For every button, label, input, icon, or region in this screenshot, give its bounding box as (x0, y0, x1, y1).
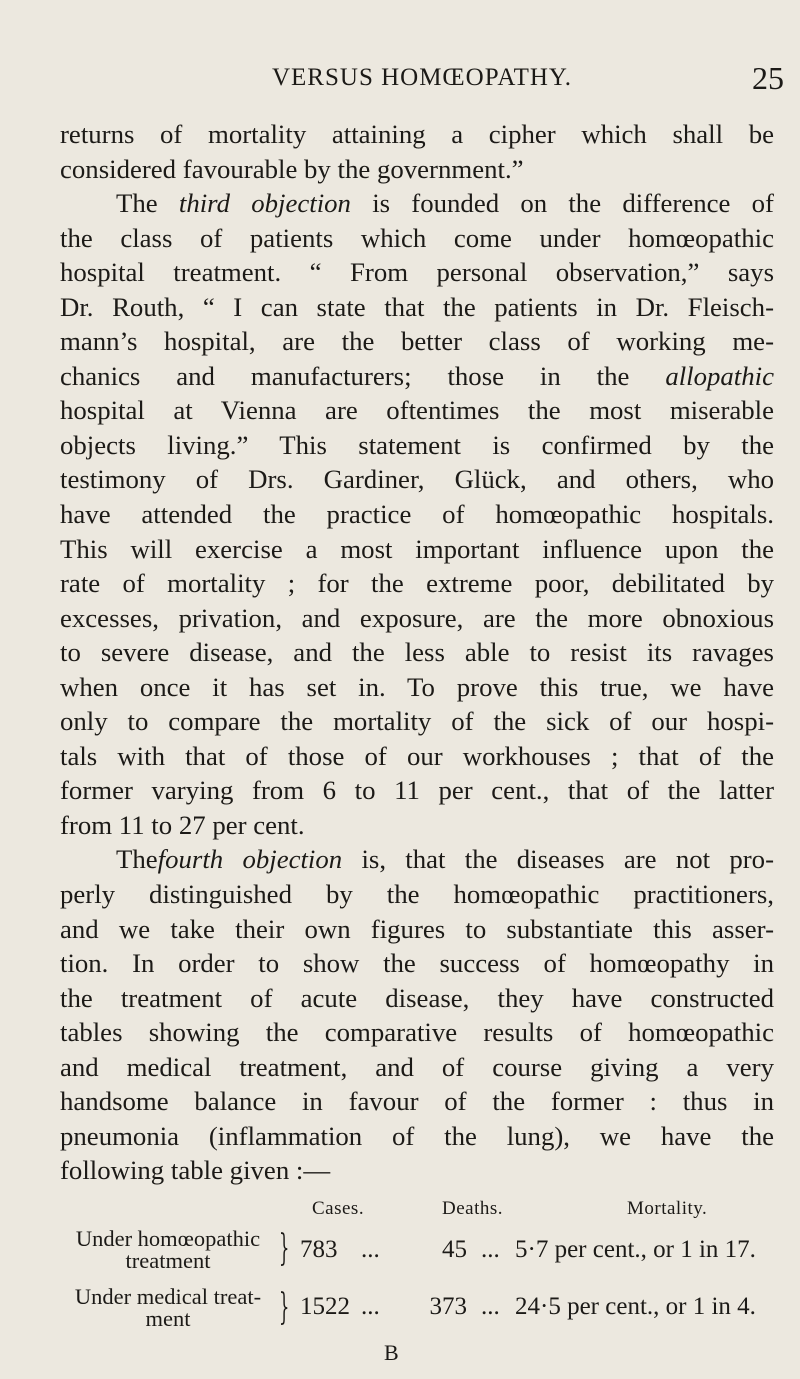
text-line: handsome balance in favour of the former : thus in (60, 1086, 774, 1117)
column-header-deaths: Deaths. (442, 1198, 504, 1219)
text-line: from 11 to 27 per cent. (60, 809, 305, 840)
text-line: The third objection is founded on the difference of (116, 188, 774, 219)
text-line: to severe disease, and the less able to resist its ravages (60, 637, 774, 668)
body-text (60, 117, 774, 1188)
leader-dots: ... (361, 1236, 380, 1263)
text-line: and medical treatment, and of course giving a very (60, 1051, 774, 1082)
leader-dots: ... (361, 1293, 380, 1320)
cases-value: 783 (300, 1236, 338, 1263)
text-line: have attended the practice of homœopathic hospitals. (60, 499, 774, 530)
text-line: returns of mortality attaining a cipher which shall be (60, 119, 774, 149)
leader-dots: ... (481, 1293, 500, 1320)
text-line: the class of patients which come under homœopathic (60, 222, 774, 253)
text-line: mann’s hospital, are the better class of working me- (60, 326, 774, 357)
row-label: Under homœopathic treatment (75, 1226, 261, 1273)
text-line: This will exercise a most important influence upon the (60, 533, 774, 564)
text-line: testimony of Drs. Gardiner, Glück, and others, who (60, 464, 774, 495)
text-line: pneumonia (inflammation of the lung), we have the (60, 1120, 774, 1151)
page-number: 25 (752, 60, 784, 96)
running-head: VERSUS HOMŒOPATHY. (271, 64, 573, 91)
mortality-value: 5·7 per cent., or 1 in 17. (515, 1236, 756, 1263)
page-header (60, 60, 784, 108)
text-line: only to compare the mortality of the sick of our hospi- (60, 706, 774, 737)
text-line: following table given :— (60, 1155, 331, 1186)
emphasis: allopathic (665, 360, 774, 391)
text-line: and we take their own figures to substantiate this asser- (60, 913, 774, 944)
text-line: tion. In order to show the success of homœopathy in (60, 948, 774, 979)
column-header-mortality: Mortality. (627, 1198, 708, 1219)
text-line: former varying from 6 to 11 per cent., that of the latter (60, 775, 774, 806)
emphasis: third objection (178, 188, 351, 219)
text-line: the treatment of acute disease, they have constructed (60, 982, 774, 1013)
text-line: hospital treatment. “ From personal observation,” says (60, 257, 774, 288)
text-line: Thefourth objection is, that the diseases are not pro- (116, 844, 775, 875)
brace-mark: } (279, 1228, 290, 1269)
text-line: when once it has set in. To prove this true, we have (60, 671, 774, 702)
signature-mark: B (384, 1340, 399, 1365)
deaths-value: 373 (429, 1293, 467, 1320)
text-line: excesses, privation, and exposure, are the more obnoxious (60, 602, 774, 633)
text-line: perly distinguished by the homœopathic practitioners, (60, 879, 774, 910)
leader-dots: ... (481, 1236, 500, 1263)
text-line: rate of mortality ; for the extreme poor, debilitated by (60, 568, 774, 599)
emphasis: fourth objection (157, 844, 343, 875)
text-line: considered favourable by the government.” (60, 153, 524, 184)
deaths-value: 45 (442, 1236, 467, 1263)
text-line: chanics and manufacturers; those in the allopathic (60, 360, 774, 391)
text-line: objects living.” This statement is confirmed by the (60, 429, 774, 460)
text-line: tables showing the comparative results of homœopathic (60, 1017, 774, 1048)
text-line: hospital at Vienna are oftentimes the most miserable (60, 395, 774, 426)
cases-value: 1522 (300, 1293, 350, 1320)
row-label: Under medical treat- ment (74, 1284, 262, 1331)
text-line: Dr. Routh, “ I can state that the patients in Dr. Fleisch- (60, 291, 774, 322)
text-line: tals with that of those of our workhouses ; that of the (60, 740, 774, 771)
column-header-cases: Cases. (312, 1198, 365, 1219)
brace-mark: } (279, 1287, 290, 1328)
mortality-value: 24·5 per cent., or 1 in 4. (515, 1293, 756, 1320)
